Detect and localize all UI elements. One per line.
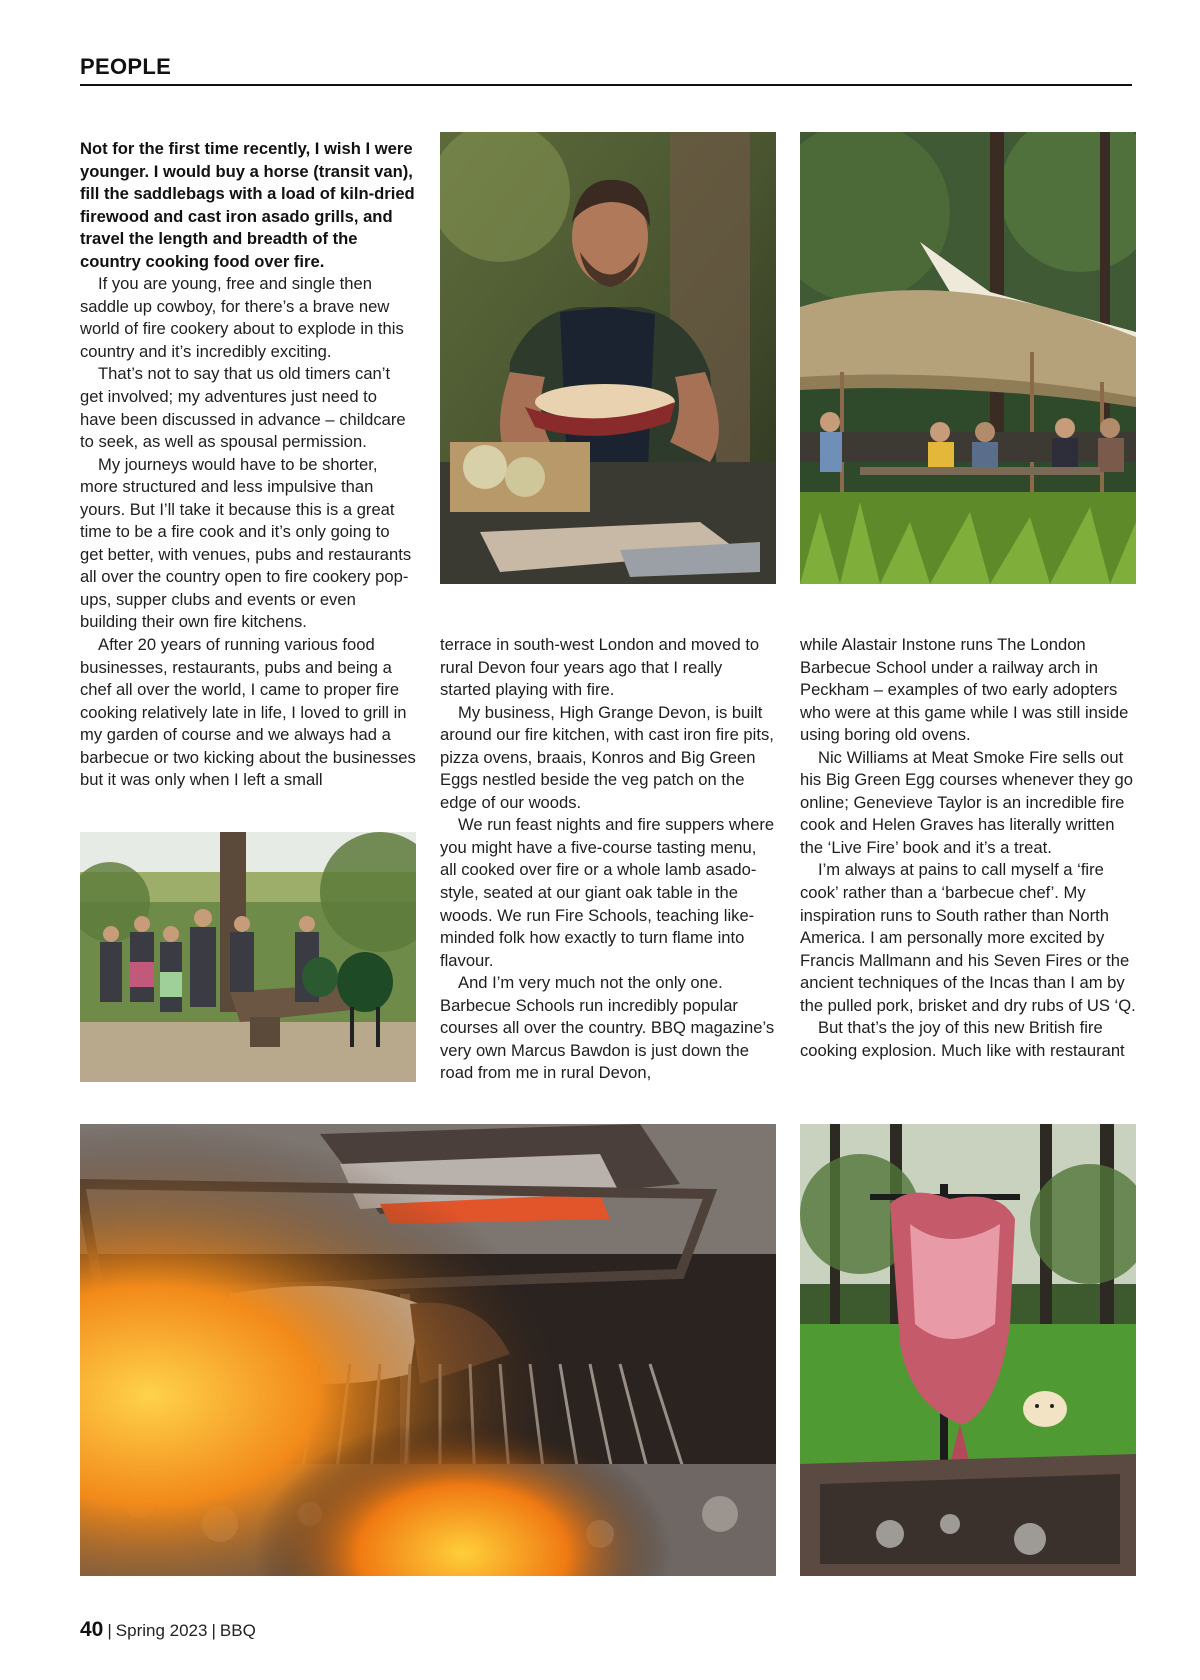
body-paragraph: My journeys would have to be shorter, more structured and less impulsive than yours. But I’ll take it because this is a great time to be a fire cook and it’s only going to get better, with venues, pubs and restaurants all over the country open to fire cookery pop-ups, supper clubs and events or even building their own fire kitchens. [80,454,412,632]
footer-separator: | [211,1621,216,1640]
photo-chef-with-meat [440,132,776,584]
page-number: 40 [80,1618,104,1641]
body-paragraph: We run feast nights and fire suppers where you might have a five-course tasting menu, all cooked over fire or a whole lamb asado-style, seated at our giant oak table in the woods. We run Fire Schools, teaching like-minded folk how exactly to turn flame into flavour. [440,815,775,970]
photo-fire-school-group [80,832,416,1082]
body-paragraph: And I’m very much not the only one. Barbecue Schools run incredibly popular courses all over the country. BBQ magazine’s very own Marcus Bawdon is just down the road from me in rural Devon, [440,973,775,1083]
photo-lamb-asado [800,1124,1136,1576]
body-paragraph: I’m always at pains to call myself a ‘fire cook’ rather than a ‘barbecue chef’. My inspiration runs to South rather than North America. I am personally more excited by Francis Mallmann and his Seven Fires or the ancient techniques of the Incas than I am by the pulled pork, brisket and dry rubs of US ‘Q. [800,860,1136,1015]
page-footer [80,1618,256,1642]
lead-paragraph: Not for the first time recently, I wish I were younger. I would buy a horse (transit van), fill the saddlebags with a load of kiln-dried firewood and cast iron asado grills, and travel the length and breadth of the country cooking food over fire. [80,139,415,271]
photo-fire-grill-closeup [80,1124,776,1576]
header-rule [80,84,1132,86]
body-paragraph: But that’s the joy of this new British fire cooking explosion. Much like with restaurant [800,1018,1125,1060]
body-paragraph: while Alastair Instone runs The London Barbecue School under a railway arch in Peckham – examples of two early adopters who were at this game while I was still inside using boring old ovens. [800,635,1129,745]
photo-tent-dining [800,132,1136,584]
body-paragraph: That’s not to say that us old timers can’t get involved; my adventures just need to have been discussed in advance – childcare to seek, as well as spousal permission. [80,364,406,452]
issue-label: Spring 2023 [115,1621,208,1640]
body-paragraph: Nic Williams at Meat Smoke Fire sells out his Big Green Egg courses whenever they go online; Genevieve Taylor is an incredible fire cook and Helen Graves has literally written the ‘Live Fire’ book and it’s a treat. [800,747,1133,857]
article-column-1 [80,138,416,792]
body-paragraph: If you are young, free and single then saddle up cowboy, for there’s a brave new world of fire cookery about to explode in this country and it’s incredibly exciting. [80,274,404,361]
body-paragraph: After 20 years of running various food businesses, restaurants, pubs and being a chef all over the world, I came to proper fire cooking relatively late in life, I loved to grill in my garden of course and we always had a barbecue or two kicking about the businesses but it was only when I left a small [80,635,416,790]
body-paragraph: My business, High Grange Devon, is built around our fire kitchen, with cast iron fire pits, pizza ovens, braais, Konros and Big Green Eggs nestled beside the veg patch on the edge of our woods. [440,702,774,812]
article-column-3 [800,634,1136,1062]
article-column-2 [440,634,776,1085]
magazine-name: BBQ [219,1621,256,1640]
footer-separator: | [107,1621,112,1640]
section-label: PEOPLE [80,54,172,79]
body-paragraph: terrace in south-west London and moved to rural Devon four years ago that I really started playing with fire. [440,635,760,700]
